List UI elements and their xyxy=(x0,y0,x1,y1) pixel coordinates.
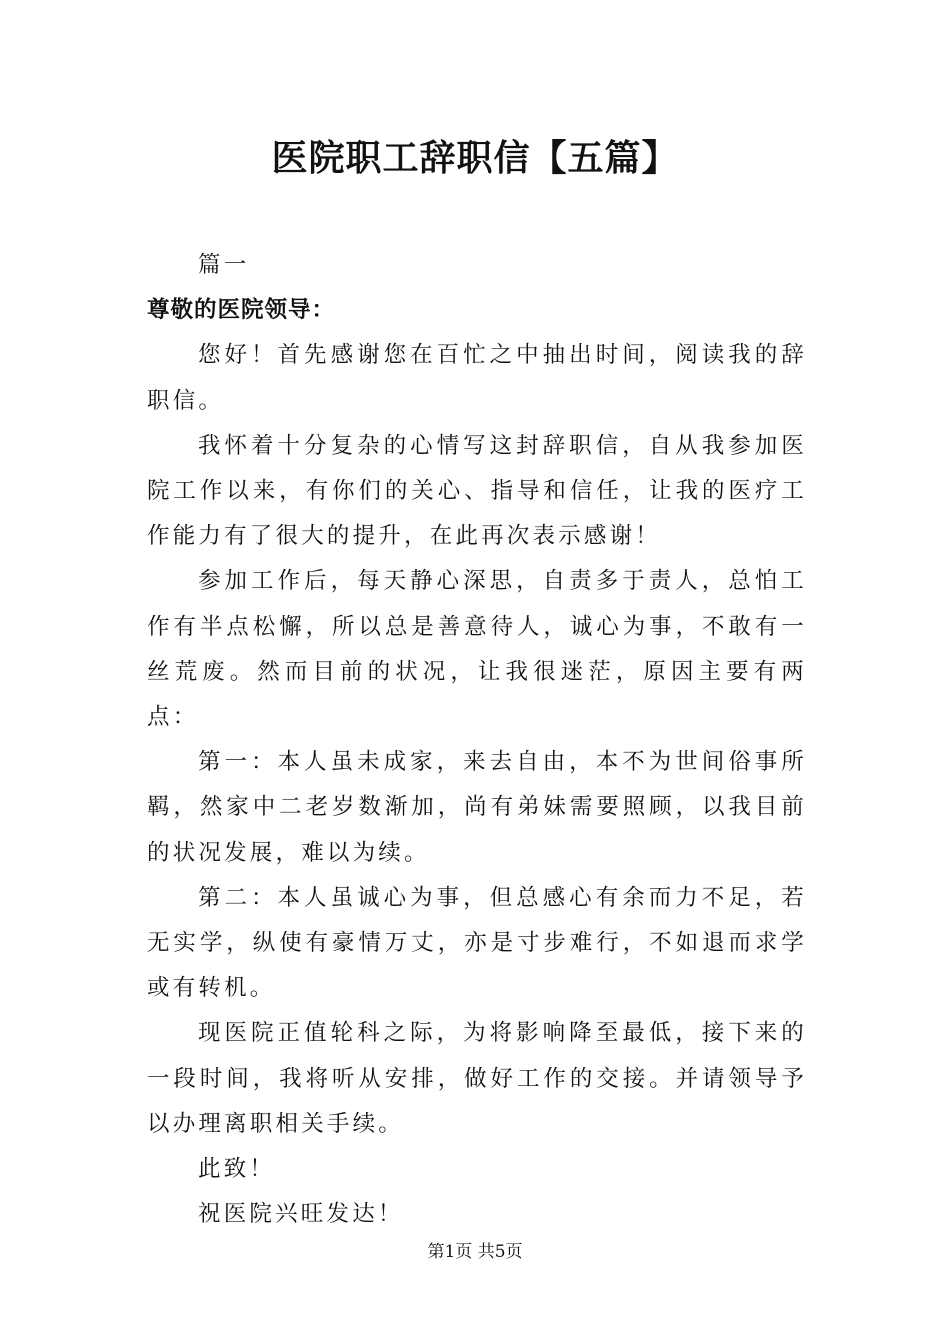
closing-wishes: 祝医院兴旺发达！ xyxy=(198,1201,404,1228)
document-title: 医院职工辞职信【五篇】 xyxy=(271,137,679,179)
salutation: 尊敬的医院领导： xyxy=(147,297,336,324)
paragraph-reason-one: 第一：本人虽未成家，来去自由，本不为世间俗事所羁，然家中二老岁数渐加，尚有弟妹需要照顾，以我目前的状况发展，难以为续。 xyxy=(147,749,807,866)
section-heading: 篇一 xyxy=(198,252,250,278)
paragraph-reason-two: 第二：本人虽诚心为事，但总感心有余而力不足，若无实学，纵使有豪情万丈，亦是寸步难行，不如退而求学或有转机。 xyxy=(147,884,807,1002)
paragraph-greeting: 您好！首先感谢您在百忙之中抽出时间，阅读我的辞职信。 xyxy=(147,342,807,414)
paragraph-reflection: 参加工作后，每天静心深思，自责多于责人，总怕工作有半点松懈，所以总是善意待人，诚心为事，不敢有一丝荒废。然而目前的状况，让我很迷茫，原因主要有两点： xyxy=(147,568,807,731)
closing-regards: 此致！ xyxy=(198,1156,276,1183)
paragraph-handover: 现医院正值轮科之际，为将影响降至最低，接下来的一段时间，我将听从安排，做好工作的交接。并请领导予以办理离职相关手续。 xyxy=(147,1020,807,1137)
document-body xyxy=(147,243,807,1237)
paragraph-gratitude: 我怀着十分复杂的心情写这封辞职信，自从我参加医院工作以来，有你们的关心、指导和信任，让我的医疗工作能力有了很大的提升，在此再次表示感谢！ xyxy=(147,432,807,550)
page-footer: 第1页 共5页 xyxy=(427,1242,523,1262)
